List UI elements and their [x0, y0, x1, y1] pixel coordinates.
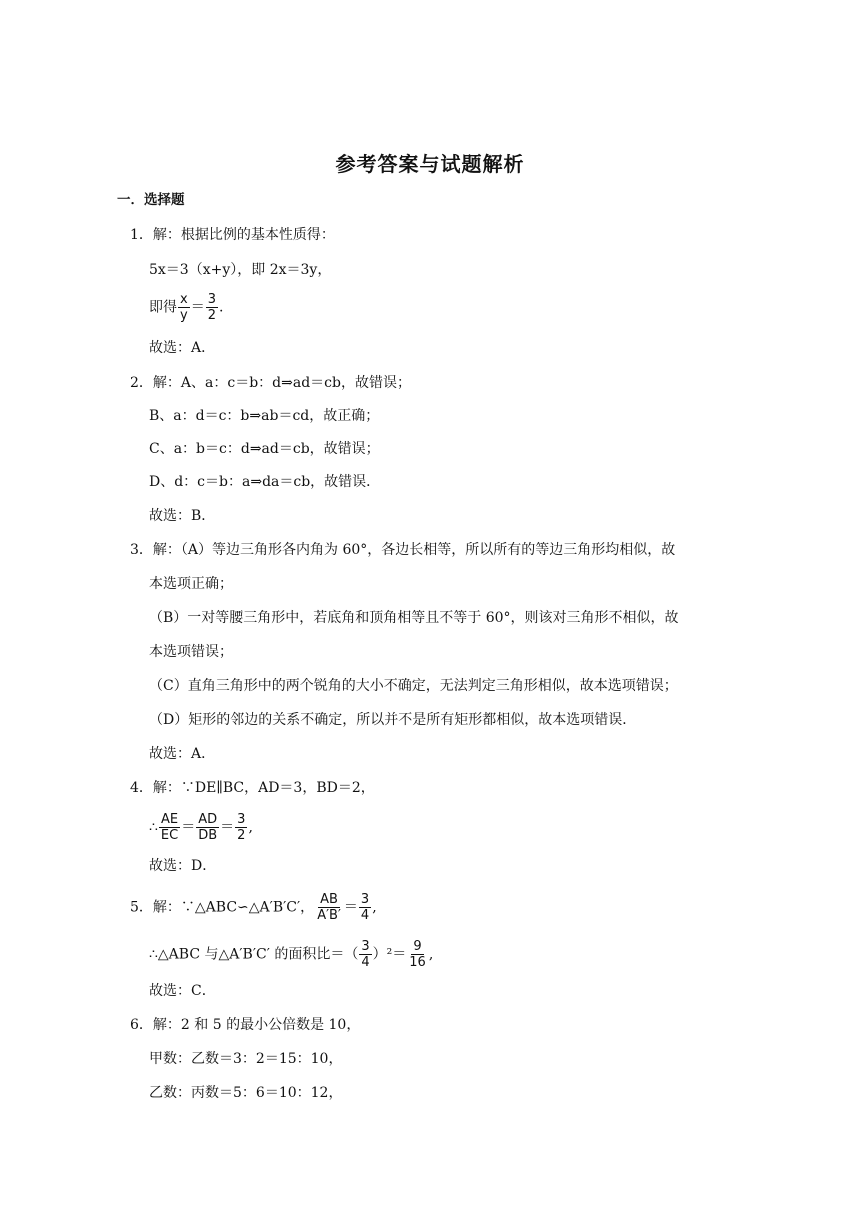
fraction-3-over-2: $\frac{3}{2}$ — [237, 812, 246, 843]
q3-line-2: 本选项正确； — [149, 576, 233, 592]
q2-answer: 故选：B． — [149, 508, 216, 524]
q1-prefix: 即得 — [149, 299, 177, 316]
fraction-ad-over-db: $\frac{AD}{DB}$ — [198, 812, 218, 843]
q2-line-4: D、d：c＝b：a⇒da＝cb，故错误． — [149, 474, 381, 490]
q3-answer: 故选：A． — [149, 746, 216, 762]
q4-line-2: ∴ $\frac{AE}{EC}$ ＝ $\frac{AD}{DB}$ ＝ $\frac{3}{2}$ , — [149, 812, 253, 843]
page-title: 参考答案与试题解析 — [335, 152, 525, 176]
q6-line-1: 6．解：2 和 5 的最小公倍数是 10， — [130, 1017, 361, 1033]
fraction-ab-over-a1b1: $\frac{AB}{A'B'}$ — [317, 892, 341, 923]
q5-line-2: ∴△ABC 与△A′B′C′ 的面积比＝（ $\frac{3}{4}$ ）²＝ $\frac{9}{16}$ , — [149, 939, 434, 970]
q6-line-3: 乙数：丙数＝5：6＝10：12， — [149, 1085, 343, 1101]
q3-line-5: （C）直角三角形中的两个锐角的大小不确定，无法判定三角形相似，故本选项错误； — [149, 678, 678, 694]
q2-line-1: 2．解：A、a：c＝b：d⇒ad＝cb，故错误； — [130, 375, 411, 391]
q5-answer: 故选：C． — [149, 983, 216, 999]
fraction-9-over-16: $\frac{9}{16}$ — [409, 939, 426, 970]
q6-line-2: 甲数：乙数＝3：2＝15：10， — [149, 1051, 343, 1067]
fraction-x-over-y: $\frac{x}{y}$ — [180, 292, 188, 323]
fraction-3-over-4: $\frac{3}{4}$ — [360, 892, 370, 923]
q1-line-2: 5x＝3（x+y），即 2x＝3y， — [149, 262, 332, 278]
q4-answer: 故选：D． — [149, 858, 217, 874]
q2-line-3: C、a：b＝c：d⇒ad＝cb，故错误； — [149, 441, 380, 457]
q5-line-1: 5．解：∵△ABC∽△A′B′C′， $\frac{AB}{A'B'}$ ＝ $\frac{3}{4}$ , — [130, 892, 377, 923]
q1-line-1: 1．解：根据比例的基本性质得： — [130, 227, 335, 243]
q4-line-1: 4．解：∵DE∥BC，AD＝3，BD＝2， — [130, 780, 375, 796]
q3-line-1: 3．解：（A）等边三角形各内角为 60°，各边长相等，所以所有的等边三角形均相似，故 — [130, 542, 676, 558]
q1-answer: 故选：A． — [149, 340, 216, 356]
fraction-ae-over-ec: $\frac{AE}{EC}$ — [160, 812, 179, 843]
q2-line-2: B、a：d＝c：b⇒ab＝cd，故正确； — [149, 408, 380, 424]
section-heading: 一．选择题 — [117, 192, 185, 208]
q3-line-3: （B）一对等腰三角形中，若底角和顶角相等且不等于 60°，则该对三角形不相似，故 — [149, 610, 679, 626]
q3-line-4: 本选项错误； — [149, 644, 233, 660]
q3-line-6: （D）矩形的邻边的关系不确定，所以并不是所有矩形都相似，故本选项错误． — [149, 712, 637, 728]
fraction-3-over-2: $\frac{3}{2}$ — [207, 292, 216, 323]
fraction-3-over-4: $\frac{3}{4}$ — [361, 939, 370, 970]
q1-line-3: 即得 $\frac{x}{y}$ ＝ $\frac{3}{2}$ . — [149, 292, 224, 323]
